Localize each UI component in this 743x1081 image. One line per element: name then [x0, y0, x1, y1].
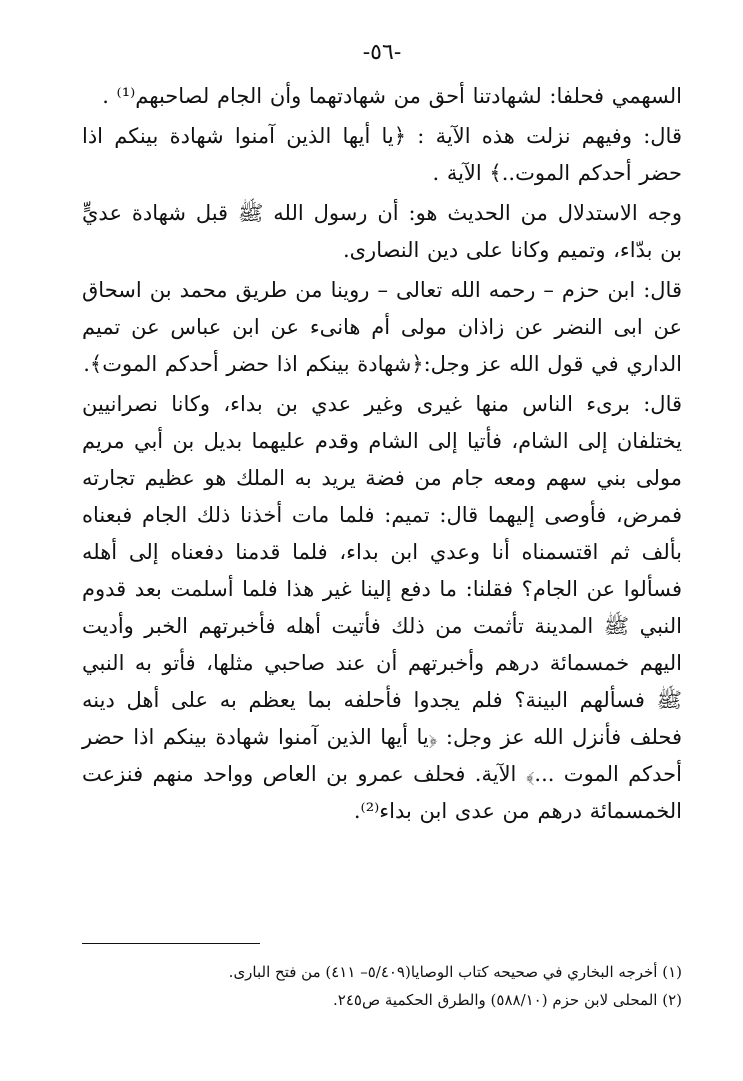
book-page	[82, 40, 682, 833]
paragraph-2: قال: وفيهم نزلت هذه الآية : ﴿يا أيها الذين آمنوا شهادة بينكم اذا حضر أحدكم الموت..﴾ الآية .	[82, 124, 682, 186]
page-number: -٥٦-	[362, 40, 402, 65]
footnote-separator	[82, 943, 260, 944]
footnote-2: (٢) المحلى لابن حزم (٥٨٨/١٠) والطرق الحكمية ص٢٤٥.	[333, 991, 682, 1009]
paragraph-3: وجه الاستدلال من الحديث هو: أن رسول الله ﷺ قبل شهادة عديٍّ بن بدّاء، وتميم وكانا على دين النصارى.	[82, 201, 682, 263]
footnotes	[82, 958, 682, 1014]
paragraph-1: السهمي فحلفا: لشهادتنا أحق من شهادتهما وأن الجام لصاحبهم⁽¹⁾ .	[102, 84, 682, 109]
footnote-1: (١) أخرجه البخاري في صحيحه كتاب الوصايا(٥/٤٠٩– ٤١١) من فتح البارى.	[228, 963, 682, 981]
paragraph-4: قال: ابن حزم – رحمه الله تعالى – روينا من طريق محمد بن اسحاق عن ابى النضر عن زاذان مولى أم هانىء عن ابن عباس عن تميم الداري في قول الله عز وجل:﴿شهادة بينكم اذا حضر أحدكم الموت﴾.	[82, 278, 682, 377]
paragraph-5: قال: برىء الناس منها غيرى وغير عدي بن بداء، وكانا نصرانيين يختلفان إلى الشام، فأتيا إلى الشام وقدم عليهما بديل بن أبي مريم مولى بني سهم ومعه جام من فضة يريد به الملك هو عظيم تجارته فمرض، فأوصى إليهما قال: تميم: فلما مات أخذنا ذلك الجام فبعناه بألف ثم اقتسمناه أنا وعدي ابن بداء، فلما قدمنا دفعناه إلى أهله فسألوا عن الجام؟ فقلنا: ما دفع إلينا غير هذا فلما أسلمت بعد قدوم النبي ﷺ المدينة تأثمت من ذلك فأتيت أهله فأخبرتهم الخبر وأديت اليهم خمسمائة درهم وأخبرتهم أن عند صاحبي مثلها، فأتو به النبي ﷺ فسألهم البينة؟ فلم يجدوا فأحلفه بما يعظم به على أهل دينه فحلف فأنزل الله عز وجل: ﴿يا أيها الذين آمنوا شهادة بينكم اذا حضر أحدكم الموت ...﴾ الآية. فحلف عمرو بن العاص وواحد منهم فنزعت الخمسمائة درهم من عدى ابن بداء⁽²⁾.	[82, 392, 683, 824]
